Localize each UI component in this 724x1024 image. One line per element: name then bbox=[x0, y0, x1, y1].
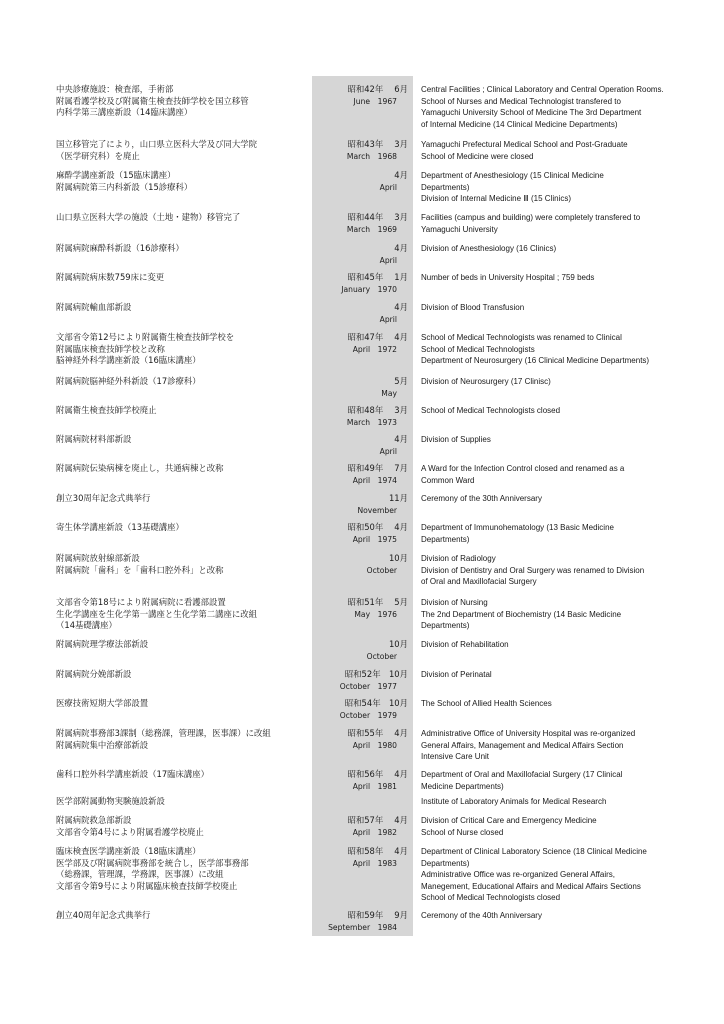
japanese-description-line: 創立30周年記念式典挙行 bbox=[56, 493, 151, 503]
japanese-description-line: 医学部附属動物実験施設新設 bbox=[56, 796, 165, 806]
english-description-line: Division of Supplies bbox=[421, 435, 491, 444]
english-date: September 1984 bbox=[328, 922, 397, 932]
japanese-date: 昭和56年 4月 bbox=[347, 769, 408, 779]
japanese-date: 10月 bbox=[388, 553, 408, 563]
japanese-description bbox=[56, 405, 312, 417]
english-description-line: School of Medical Technologists was renamed to Clinical bbox=[421, 333, 622, 342]
english-description-line: Intensive Care Unit bbox=[421, 752, 490, 761]
japanese-description-line: 文部省令第4号により附属看護学校廃止 bbox=[56, 826, 204, 837]
english-description-line: Departments) bbox=[421, 182, 470, 192]
english-description-line: Department of Anesthesiology (15 Clinical Medicine bbox=[421, 171, 604, 180]
english-description-line: Division of Rehabilitation bbox=[421, 640, 509, 649]
english-description bbox=[421, 170, 713, 205]
english-description-line: School of Medical Technologists closed bbox=[421, 406, 561, 415]
english-description-line: Department of Clinical Laboratory Science (18 Clinical Medicine bbox=[421, 847, 647, 856]
japanese-description bbox=[56, 669, 312, 681]
english-description bbox=[421, 212, 713, 235]
english-description-line: The 2nd Department of Biochemistry (14 Basic Medicine bbox=[421, 609, 622, 619]
english-description-line: Department of Immunohematology (13 Basic Medicine bbox=[421, 523, 614, 532]
japanese-description-line: 臨床検査医学講座新設（18臨床講座） bbox=[56, 846, 201, 856]
english-description bbox=[421, 84, 713, 130]
japanese-description-line: 附属病院放射線部新設 bbox=[56, 553, 140, 563]
english-description-line: General Affairs, Management and Medical Affairs Section bbox=[421, 740, 624, 750]
japanese-date: 昭和43年 3月 bbox=[347, 139, 408, 149]
japanese-description bbox=[56, 815, 312, 838]
japanese-description-line: 附属病院救急部新設 bbox=[56, 815, 132, 825]
english-description bbox=[421, 243, 713, 255]
japanese-description bbox=[56, 796, 312, 808]
english-description-line: The School of Allied Health Sciences bbox=[421, 699, 552, 708]
japanese-description bbox=[56, 139, 312, 162]
japanese-description-line: 創立40周年記念式典挙行 bbox=[56, 910, 151, 920]
japanese-date: 昭和59年 9月 bbox=[347, 910, 408, 920]
japanese-description bbox=[56, 522, 312, 534]
japanese-description bbox=[56, 463, 312, 475]
japanese-description-line: 国立移管完了により，山口県立医科大学及び同大学院 bbox=[56, 139, 257, 149]
english-description-line: Departments) bbox=[421, 858, 470, 868]
english-description-line: Administrative Office was re-organized General Affairs, bbox=[421, 870, 616, 879]
japanese-description-line: 附属病院集中治療部新設 bbox=[56, 739, 149, 750]
english-description-line: Medicine Departments) bbox=[421, 781, 504, 791]
english-description-line: of Internal Medicine (14 Clinical Medicine Departments) bbox=[421, 119, 618, 129]
english-description bbox=[421, 698, 713, 710]
japanese-description bbox=[56, 639, 312, 651]
japanese-description bbox=[56, 212, 312, 224]
english-date: October 1979 bbox=[339, 710, 397, 720]
english-description-line: Ceremony of the 30th Anniversary bbox=[421, 494, 542, 503]
japanese-description-line: 医療技術短期大学部設置 bbox=[56, 698, 149, 708]
english-description bbox=[421, 302, 713, 314]
japanese-description-line: 中央診療施設：検査部，手術部 bbox=[56, 84, 174, 94]
english-description-line: Central Facilities ; Clinical Laboratory and Central Operation Rooms. bbox=[421, 85, 664, 94]
japanese-description-line: 文部省令第12号により附属衛生検査技師学校を bbox=[56, 332, 235, 342]
english-description bbox=[421, 639, 713, 651]
english-date: April 1975 bbox=[352, 534, 397, 544]
english-description bbox=[421, 272, 713, 284]
english-description-line: Division of Perinatal bbox=[421, 670, 492, 679]
japanese-date: 昭和49年 7月 bbox=[347, 463, 408, 473]
english-description-line: Division of Dentistry and Oral Surgery was renamed to Division bbox=[421, 565, 645, 575]
english-description-line: School of Medicine were closed bbox=[421, 151, 534, 161]
english-description-line: School of Nurse closed bbox=[421, 827, 504, 837]
japanese-date: 昭和45年 1月 bbox=[347, 272, 408, 282]
japanese-date: 昭和55年 4月 bbox=[347, 728, 408, 738]
japanese-date: 昭和54年 10月 bbox=[344, 698, 408, 708]
english-description-line: Division of Radiology bbox=[421, 554, 496, 563]
english-date: October bbox=[366, 651, 397, 661]
english-description-line: Yamaguchi University bbox=[421, 224, 498, 234]
japanese-description bbox=[56, 493, 312, 505]
japanese-description bbox=[56, 434, 312, 446]
japanese-description-line: 附属病院理学療法部新設 bbox=[56, 639, 149, 649]
japanese-date: 昭和47年 4月 bbox=[347, 332, 408, 342]
english-date: April bbox=[379, 446, 397, 456]
english-description-line: of Oral and Maxillofacial Surgery bbox=[421, 577, 537, 586]
english-description-line: School of Nurses and Medical Technologist transfered to bbox=[421, 96, 621, 106]
english-description bbox=[421, 434, 713, 446]
english-date: April 1972 bbox=[352, 344, 397, 354]
japanese-date: 4月 bbox=[394, 243, 408, 253]
english-date: April 1980 bbox=[352, 740, 397, 750]
japanese-date: 4月 bbox=[394, 302, 408, 312]
english-description bbox=[421, 139, 713, 162]
english-date: May bbox=[381, 388, 397, 398]
japanese-description bbox=[56, 728, 312, 751]
japanese-date: 昭和42年 6月 bbox=[347, 84, 408, 94]
japanese-description-line: 医学部及び附属病院事務部を統合し，医学部事務部 bbox=[56, 857, 249, 868]
english-description-line: Common Ward bbox=[421, 475, 475, 485]
japanese-description-line: 生化学講座を生化学第一講座と生化学第二講座に改組 bbox=[56, 608, 257, 619]
english-description bbox=[421, 376, 713, 388]
japanese-description bbox=[56, 332, 312, 367]
japanese-description bbox=[56, 302, 312, 314]
english-description-line: Departments) bbox=[421, 621, 470, 630]
japanese-description-line: （医学研究科）を廃止 bbox=[56, 150, 140, 161]
english-description bbox=[421, 846, 713, 904]
english-description bbox=[421, 796, 713, 808]
english-description-line: Division of Anesthesiology (16 Clinics) bbox=[421, 244, 557, 253]
english-date: November bbox=[357, 505, 397, 515]
japanese-description-line: 附属病院第三内科新設（15診療科） bbox=[56, 181, 193, 192]
japanese-description-line: 附属病院「歯科」を「歯科口腔外科」と改称 bbox=[56, 564, 224, 575]
japanese-description bbox=[56, 84, 312, 119]
japanese-description-line: （14基礎講座） bbox=[56, 620, 117, 630]
japanese-date: 昭和50年 4月 bbox=[347, 522, 408, 532]
japanese-description bbox=[56, 553, 312, 576]
english-description bbox=[421, 597, 713, 632]
japanese-date: 昭和51年 5月 bbox=[347, 597, 408, 607]
japanese-description-line: 寄生体学講座新設（13基礎講座） bbox=[56, 522, 184, 532]
english-description-line: Number of beds in University Hospital ; 759 beds bbox=[421, 273, 595, 282]
japanese-description-line: 附属病院輸血部新設 bbox=[56, 302, 132, 312]
japanese-date: 昭和58年 4月 bbox=[347, 846, 408, 856]
japanese-description-line: 附属衛生検査技師学校廃止 bbox=[56, 405, 157, 415]
english-date: April bbox=[379, 314, 397, 324]
english-date: January 1970 bbox=[341, 284, 397, 294]
english-description-line: Division of Neurosurgery (17 Clinisc) bbox=[421, 377, 551, 386]
japanese-description bbox=[56, 846, 312, 892]
japanese-description-line: 附属病院事務部3課制（総務課，管理課，医事課）に改組 bbox=[56, 728, 271, 738]
english-description bbox=[421, 910, 713, 922]
english-description-line: Administrative Office of University Hospital was re-organized bbox=[421, 729, 636, 738]
english-description-line: Division of Internal Medicine Ⅲ (15 Clinics) bbox=[421, 194, 572, 203]
english-date: April bbox=[379, 255, 397, 265]
english-description bbox=[421, 332, 713, 367]
japanese-description-line: 文部省令第9号により附属臨床検査技師学校廃止 bbox=[56, 880, 238, 891]
english-description-line: School of Medical Technologists closed bbox=[421, 893, 561, 902]
japanese-description-line: 脳神経外科学講座新設（16臨床講座） bbox=[56, 355, 201, 365]
english-description-line: Department of Oral and Maxillofacial Surgery (17 Clinical bbox=[421, 770, 623, 779]
japanese-date: 昭和52年 10月 bbox=[344, 669, 408, 679]
english-date: October 1977 bbox=[339, 681, 397, 691]
japanese-description-line: 附属病院病床数759床に変更 bbox=[56, 272, 165, 282]
english-description bbox=[421, 728, 713, 763]
english-description-line: Yamaguchi Prefectural Medical School and Post-Graduate bbox=[421, 140, 628, 149]
japanese-description-line: 附属病院脳神経外科新設（17診療科） bbox=[56, 376, 201, 386]
english-date: April 1982 bbox=[352, 827, 397, 837]
english-description bbox=[421, 463, 713, 486]
english-description bbox=[421, 769, 713, 792]
english-date: March 1969 bbox=[346, 224, 397, 234]
english-date: March 1973 bbox=[346, 417, 397, 427]
japanese-description-line: 山口県立医科大学の施設（土地・建物）移管完了 bbox=[56, 212, 241, 222]
english-description-line: Department of Neurosurgery (16 Clinical Medicine Departments) bbox=[421, 356, 650, 365]
japanese-description-line: 附属病院分娩部新設 bbox=[56, 669, 132, 679]
japanese-date: 4月 bbox=[394, 434, 408, 444]
japanese-description-line: 附属臨床検査技師学校と改称 bbox=[56, 343, 165, 354]
english-date: March 1968 bbox=[346, 151, 397, 161]
japanese-date: 昭和44年 3月 bbox=[347, 212, 408, 222]
english-description-line: Ceremony of the 40th Anniversary bbox=[421, 911, 542, 920]
english-description bbox=[421, 493, 713, 505]
japanese-description bbox=[56, 910, 312, 922]
japanese-description-line: 附属病院伝染病棟を廃止し，共通病棟と改称 bbox=[56, 463, 224, 473]
japanese-date: 5月 bbox=[394, 376, 408, 386]
english-date: May 1976 bbox=[354, 609, 397, 619]
english-date: June 1967 bbox=[353, 96, 397, 106]
english-description-line: Manegement, Educational Affairs and Medical Affairs Sections bbox=[421, 881, 641, 891]
japanese-date: 昭和57年 4月 bbox=[347, 815, 408, 825]
english-description bbox=[421, 522, 713, 545]
japanese-date: 昭和48年 3月 bbox=[347, 405, 408, 415]
english-date: April 1983 bbox=[352, 858, 397, 868]
english-description-line: School of Medical Technologists bbox=[421, 344, 535, 354]
english-date: April 1974 bbox=[352, 475, 397, 485]
english-description-line: Division of Critical Care and Emergency Medicine bbox=[421, 816, 597, 825]
japanese-description-line: 附属病院麻酔科新設（16診療科） bbox=[56, 243, 184, 253]
japanese-description bbox=[56, 243, 312, 255]
english-description-line: Institute of Laboratory Animals for Medical Research bbox=[421, 797, 607, 806]
japanese-date: 10月 bbox=[388, 639, 408, 649]
japanese-date: 11月 bbox=[388, 493, 408, 503]
english-description-line: A Ward for the Infection Control closed and renamed as a bbox=[421, 464, 625, 473]
japanese-description bbox=[56, 698, 312, 710]
japanese-description-line: 歯科口腔外科学講座新設（17臨床講座） bbox=[56, 769, 210, 779]
japanese-description-line: 附属看護学校及び附属衛生検査技師学校を国立移管 bbox=[56, 95, 249, 106]
english-description-line: Departments) bbox=[421, 534, 470, 544]
japanese-description-line: 附属病院材料部新設 bbox=[56, 434, 132, 444]
japanese-description bbox=[56, 597, 312, 632]
english-description bbox=[421, 405, 713, 417]
japanese-date: 4月 bbox=[394, 170, 408, 180]
english-date: October bbox=[366, 565, 397, 575]
japanese-description-line: 麻酔学講座新設（15臨床講座） bbox=[56, 170, 176, 180]
english-description bbox=[421, 815, 713, 838]
english-description-line: Division of Nursing bbox=[421, 598, 488, 607]
english-date: April 1981 bbox=[352, 781, 397, 791]
english-description bbox=[421, 669, 713, 681]
japanese-description-line: （総務課，管理課，学務課，医事課）に改組 bbox=[56, 869, 224, 879]
japanese-description-line: 内科学第三講座新設（14臨床講座） bbox=[56, 107, 193, 117]
japanese-description bbox=[56, 170, 312, 193]
english-date: April bbox=[379, 182, 397, 192]
english-description-line: Yamaguchi University School of Medicine The 3rd Department bbox=[421, 108, 642, 117]
japanese-description bbox=[56, 376, 312, 388]
english-description bbox=[421, 553, 713, 588]
japanese-description bbox=[56, 272, 312, 284]
english-description-line: Division of Blood Transfusion bbox=[421, 303, 525, 312]
japanese-description-line: 文部省令第18号により附属病院に看護部設置 bbox=[56, 597, 226, 607]
japanese-description bbox=[56, 769, 312, 781]
english-description-line: Facilities (campus and building) were completely transfered to bbox=[421, 213, 641, 222]
